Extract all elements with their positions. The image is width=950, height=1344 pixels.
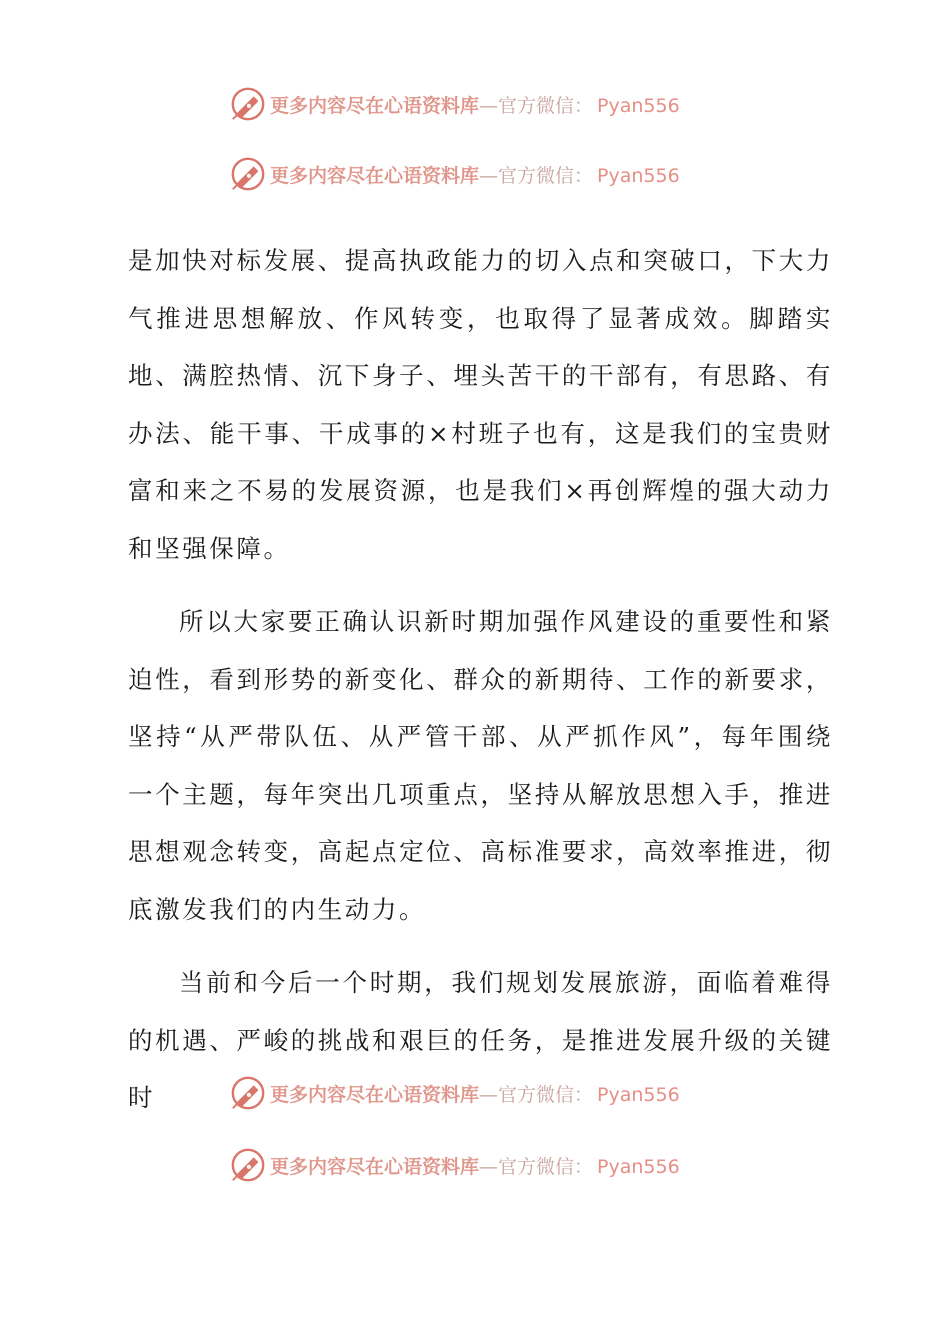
pen-nib-logo-icon <box>229 85 267 123</box>
document-body <box>128 232 833 1143</box>
watermark-banner <box>229 84 729 124</box>
paragraph: 是加快对标发展、提高执政能力的切入点和突破口，下大力气推进思想解放、作风转变，也取得了显著成效。脚踏实地、满腔热情、沉下身子、埋头苦干的干部有，有思路、有办法、能干事、干成事的×村班子也有，这是我们的宝贵财富和来之不易的发展资源，也是我们×再创辉煌的强大动力和坚强保障。 <box>128 246 833 563</box>
watermark-account: Pyan556 <box>597 1155 680 1178</box>
watermark-prefix: 更多内容尽在心语资料库 <box>270 164 480 187</box>
watermark-prefix: 更多内容尽在心语资料库 <box>270 1083 480 1106</box>
watermark-account: Pyan556 <box>597 1083 680 1106</box>
pen-nib-logo-icon <box>229 1074 267 1112</box>
watermark-account: Pyan556 <box>597 94 680 117</box>
watermark-banner <box>229 1073 729 1113</box>
watermark-middle: —官方微信： <box>479 1083 594 1106</box>
watermark-prefix: 更多内容尽在心语资料库 <box>270 1155 480 1178</box>
watermark-banner <box>229 154 729 194</box>
watermark-middle: —官方微信： <box>479 94 594 117</box>
paragraph: 当前和今后一个时期，我们规划发展旅游，面临着难得的机遇、严峻的挑战和艰巨的任务，是推进发展升级的关键时 <box>128 968 833 1112</box>
watermark-middle: —官方微信： <box>479 1155 594 1178</box>
watermark-prefix: 更多内容尽在心语资料库 <box>270 94 480 117</box>
watermark-account: Pyan556 <box>597 164 680 187</box>
watermark-banner <box>229 1145 729 1185</box>
watermark-middle: —官方微信： <box>479 164 594 187</box>
pen-nib-logo-icon <box>229 155 267 193</box>
paragraph: 所以大家要正确认识新时期加强作风建设的重要性和紧迫性，看到形势的新变化、群众的新期待、工作的新要求，坚持“从严带队伍、从严管干部、从严抓作风”，每年围绕一个主题，每年突出几项重点，坚持从解放思想入手，推进思想观念转变，高起点定位、高标准要求，高效率推进，彻底激发我们的内生动力。 <box>128 607 833 924</box>
pen-nib-logo-icon <box>229 1146 267 1184</box>
